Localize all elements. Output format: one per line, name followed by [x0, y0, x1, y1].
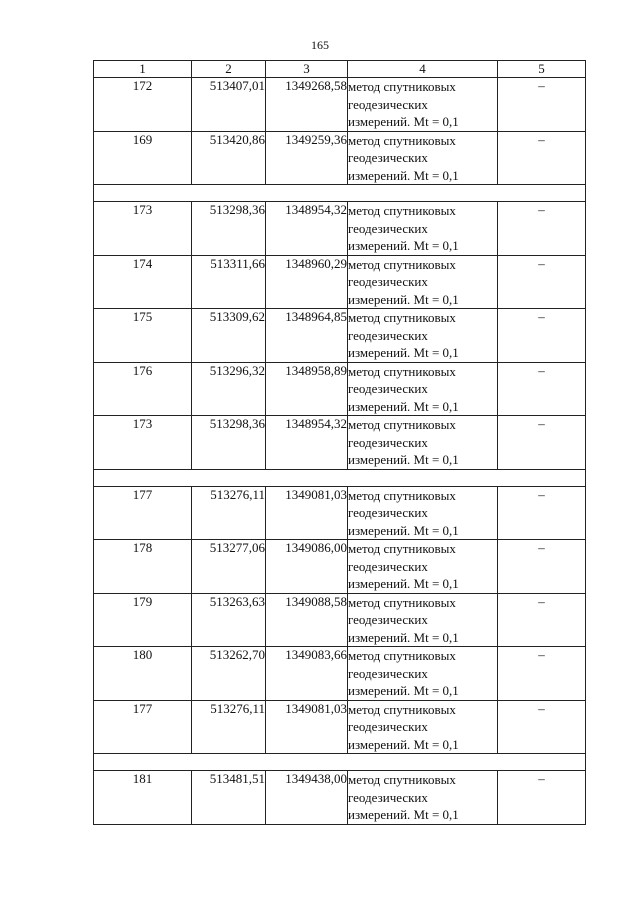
point-number: 176 [94, 362, 192, 416]
table-row [94, 700, 586, 754]
method-cell: метод спутниковых геодезических измерений. Mt = 0,1 [348, 647, 498, 701]
table-row [94, 309, 586, 363]
table-row [94, 486, 586, 540]
method-cell: метод спутниковых геодезических измерений. Mt = 0,1 [348, 540, 498, 594]
method-cell: метод спутниковых геодезических измерений. Mt = 0,1 [348, 771, 498, 825]
point-number: 181 [94, 771, 192, 825]
point-number: 180 [94, 647, 192, 701]
dash-cell: – [498, 486, 586, 540]
coord-x: 513298,36 [192, 202, 266, 256]
point-number: 178 [94, 540, 192, 594]
table-header-row [94, 61, 586, 78]
coord-x: 513298,36 [192, 416, 266, 470]
method-cell: метод спутниковых геодезических измерений. Mt = 0,1 [348, 700, 498, 754]
method-cell: метод спутниковых геодезических измерений. Mt = 0,1 [348, 416, 498, 470]
table-row [94, 362, 586, 416]
point-number: 177 [94, 486, 192, 540]
header-col-5: 5 [498, 61, 586, 78]
coord-y: 1348958,89 [266, 362, 348, 416]
coord-x: 513277,06 [192, 540, 266, 594]
method-cell: метод спутниковых геодезических измерений. Mt = 0,1 [348, 593, 498, 647]
point-number: 173 [94, 202, 192, 256]
coordinates-table [93, 60, 586, 825]
coord-y: 1348954,32 [266, 202, 348, 256]
coord-x: 513276,11 [192, 700, 266, 754]
coord-y: 1349081,03 [266, 700, 348, 754]
coord-y: 1349083,66 [266, 647, 348, 701]
coord-x: 513420,86 [192, 131, 266, 185]
coord-x: 513407,01 [192, 78, 266, 132]
table-row [94, 540, 586, 594]
separator-row [94, 469, 586, 486]
coord-y: 1348954,32 [266, 416, 348, 470]
table-row [94, 647, 586, 701]
coord-x: 513481,51 [192, 771, 266, 825]
header-col-2: 2 [192, 61, 266, 78]
coord-y: 1349268,58 [266, 78, 348, 132]
coord-x: 513263,63 [192, 593, 266, 647]
header-col-4: 4 [348, 61, 498, 78]
method-cell: метод спутниковых геодезических измерений. Mt = 0,1 [348, 362, 498, 416]
dash-cell: – [498, 647, 586, 701]
dash-cell: – [498, 202, 586, 256]
coord-x: 513262,70 [192, 647, 266, 701]
coord-y: 1349259,36 [266, 131, 348, 185]
point-number: 177 [94, 700, 192, 754]
dash-cell: – [498, 309, 586, 363]
point-number: 172 [94, 78, 192, 132]
dash-cell: – [498, 255, 586, 309]
method-cell: метод спутниковых геодезических измерений. Mt = 0,1 [348, 486, 498, 540]
point-number: 173 [94, 416, 192, 470]
table-row [94, 771, 586, 825]
coord-y: 1349088,58 [266, 593, 348, 647]
coord-x: 513296,32 [192, 362, 266, 416]
method-cell: метод спутниковых геодезических измерений. Mt = 0,1 [348, 202, 498, 256]
dash-cell: – [498, 700, 586, 754]
method-cell: метод спутниковых геодезических измерений. Mt = 0,1 [348, 309, 498, 363]
header-col-1: 1 [94, 61, 192, 78]
table-row [94, 416, 586, 470]
table-row [94, 593, 586, 647]
coord-x: 513276,11 [192, 486, 266, 540]
table-row [94, 78, 586, 132]
table-row [94, 202, 586, 256]
dash-cell: – [498, 416, 586, 470]
coord-y: 1349086,00 [266, 540, 348, 594]
separator-row [94, 185, 586, 202]
table-row [94, 255, 586, 309]
coord-y: 1349081,03 [266, 486, 348, 540]
point-number: 174 [94, 255, 192, 309]
coord-x: 513309,62 [192, 309, 266, 363]
point-number: 175 [94, 309, 192, 363]
point-number: 169 [94, 131, 192, 185]
separator-row [94, 754, 586, 771]
coord-x: 513311,66 [192, 255, 266, 309]
coord-y: 1348964,85 [266, 309, 348, 363]
coord-y: 1348960,29 [266, 255, 348, 309]
table-row [94, 131, 586, 185]
method-cell: метод спутниковых геодезических измерений. Mt = 0,1 [348, 78, 498, 132]
dash-cell: – [498, 540, 586, 594]
page-number: 165 [311, 38, 329, 52]
method-cell: метод спутниковых геодезических измерений. Mt = 0,1 [348, 131, 498, 185]
method-cell: метод спутниковых геодезических измерений. Mt = 0,1 [348, 255, 498, 309]
dash-cell: – [498, 131, 586, 185]
point-number: 179 [94, 593, 192, 647]
dash-cell: – [498, 78, 586, 132]
dash-cell: – [498, 771, 586, 825]
header-col-3: 3 [266, 61, 348, 78]
dash-cell: – [498, 593, 586, 647]
dash-cell: – [498, 362, 586, 416]
coord-y: 1349438,00 [266, 771, 348, 825]
